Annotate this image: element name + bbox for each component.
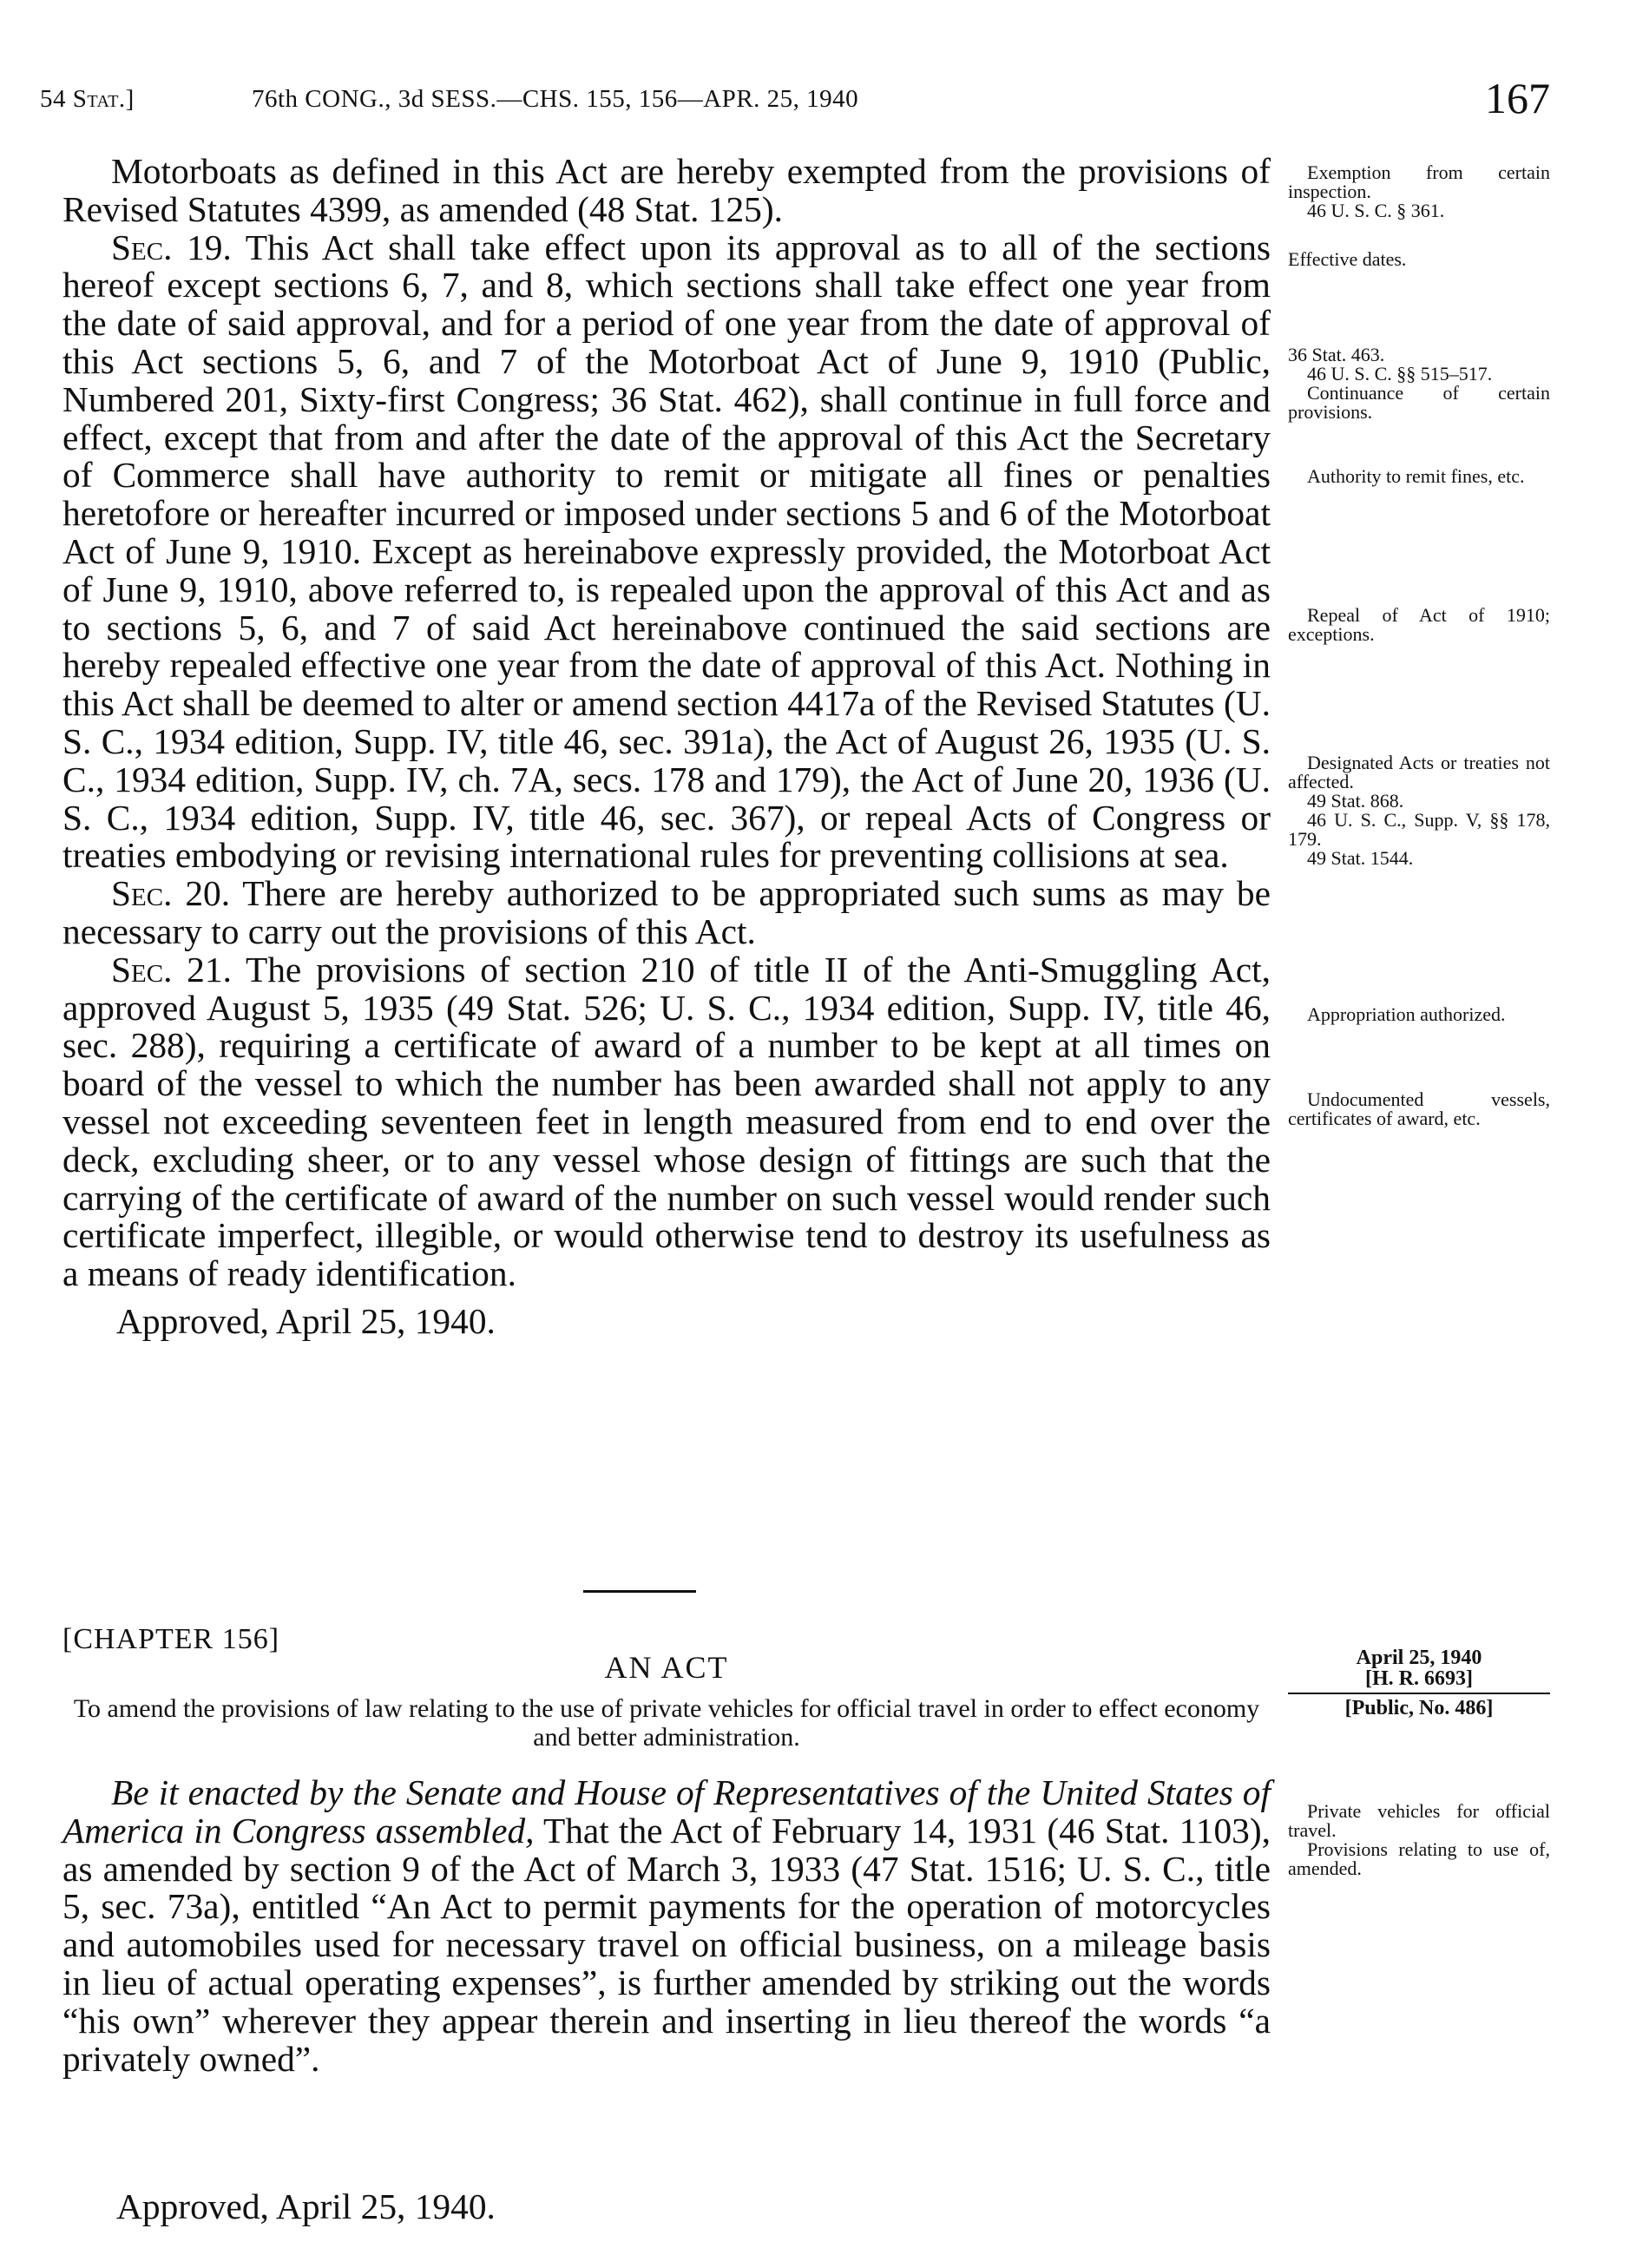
margin-note-effective-dates-text: Effective dates. [1288, 248, 1407, 270]
section-19 [62, 229, 1271, 876]
enacting-clause: Be it enacted by the Senate and House of Representatives of the United States of America in Congress assembled, [62, 1772, 1271, 1851]
margin-note-exemption-citation: 46 U. S. C. § 361. [1307, 200, 1445, 221]
margin-note-undocumented-vessels [1288, 1090, 1550, 1128]
margin-note-repeal-text: Repeal of Act of 1910; exceptions. [1288, 604, 1550, 645]
margin-note-appropriation [1288, 1005, 1550, 1024]
docket-public-law: [Public, No. 486] [1344, 1697, 1494, 1719]
section-20 [62, 875, 1271, 951]
paragraph-motorboats-exemption: Motorboats as defined in this Act are hereby exempted from the provisions of Revised Statutes 4399, as amended (48 Stat. 125). [62, 151, 1271, 229]
margin-note-authority-remit-text: Authority to remit fines, etc. [1307, 465, 1525, 487]
margin-note-49-stat-868: 49 Stat. 868. [1307, 790, 1404, 812]
section-21 [62, 951, 1271, 1293]
margin-note-repeal [1288, 606, 1550, 644]
chapter-156-label: [CHAPTER 156] [62, 1623, 280, 1655]
volume-citation: 54 Stat.] [40, 85, 135, 113]
margin-note-private-vehicles-text: Private vehicles for official travel. [1288, 1800, 1550, 1841]
margin-note-49-stat-1544: 49 Stat. 1544. [1307, 847, 1414, 869]
margin-note-appropriation-text: Appropriation authorized. [1307, 1003, 1506, 1025]
page-number: 167 [1485, 74, 1550, 122]
approval-date-ch156: Approved, April 25, 1940. [116, 2186, 496, 2226]
act-title: AN ACT [604, 1650, 729, 1685]
margin-note-continuance-text: Continuance of certain provisions. [1288, 382, 1550, 423]
margin-note-continuance [1288, 345, 1550, 422]
section-19-text: This Act shall take effect upon its approval as to all of the sections hereof except sections 6, 7, and 8, which sections shall take effect one year from the date of said approval, and for a period of one year from the date of approval of this Act sections 5, 6, and 7 of the Motorboat Act of June 9, 1910 (Public, Numbered 201, Sixty-first Congress; 36 Stat. 462), shall continue in full force and effect, except that from and after the date of the approval of this Act the Secretary of Commerce shall have authority to remit or mitigate all fines or penalties heretofore or hereafter incurred or imposed under sections 5 and 6 of the Motorboat Act of June 9, 1910. Except as hereinabove expressly provided, the Motorboat Act of June 9, 1910, above referred to, is repealed upon the approval of this Act and as to sections 5, 6, and 7 of said Act hereinabove continued the said sections are hereby repealed effective one year from the date of approval of this Act. Nothing in this Act shall be deemed to alter or amend section 4417a of the Revised Statutes (U. S. C., 1934 edition, Supp. IV, title 46, sec. 391a), the Act of August 26, 1935 (U. S. C., 1934 edition, Supp. IV, ch. 7A, secs. 178 and 179), the Act of June 20, 1936 (U. S. C., 1934 edition, Supp. IV, title 46, sec. 367), or repeal Acts of Congress or treaties embodying or revising international rules for preventing collisions at sea. [62, 227, 1271, 876]
margin-note-46-usc: 46 U. S. C. §§ 515–517. [1307, 363, 1493, 385]
margin-note-private-vehicles [1288, 1802, 1550, 1878]
margin-note-designated-acts [1288, 753, 1550, 868]
margin-note-authority-remit [1288, 467, 1550, 486]
chapter-divider-rule [583, 1590, 696, 1593]
running-header [40, 73, 1550, 142]
margin-note-exemption-text: Exemption from certain inspection. [1288, 161, 1550, 202]
section-19-label: Sec. 19. [111, 227, 232, 267]
act-purpose: To amend the provisions of law relating to the use of private vehicles for official travel in order to effect economy and better administration. [73, 1694, 1260, 1752]
margin-note-effective-dates [1288, 250, 1550, 269]
docket-box [1288, 1647, 1550, 1719]
margin-note-provisions-amended: Provisions relating to use of, amended. [1288, 1838, 1550, 1879]
section-20-text: There are hereby authorized to be appropriated such sums as may be necessary to carry out the provisions of this Act. [62, 873, 1271, 951]
section-20-label: Sec. 20. [111, 873, 231, 914]
margin-note-designated-acts-text: Designated Acts or treaties not affected. [1288, 752, 1550, 792]
chapter-156-text: That the Act of February 14, 1931 (46 Stat. 1103), as amended by section 9 of the Act of March 3, 1933 (47 Stat. 1516; U. S. C., title 5, sec. 73a), entitled “An Act to permit payments for the operation of motorcycles and automobiles used for necessary travel on official business, on a mileage basis in lieu of actual operating expenses”, is further amended by striking out the words “his own” wherever they appear therein and inserting in lieu thereof the words “a privately owned”. [62, 1810, 1271, 2079]
margin-note-exemption [1288, 163, 1550, 220]
docket-bill-number: [H. R. 6693] [1288, 1668, 1550, 1694]
approval-date-ch155: Approved, April 25, 1940. [116, 1300, 496, 1341]
section-21-label: Sec. 21. [111, 949, 232, 989]
margin-note-46-usc-supp: 46 U. S. C., Supp. V, §§ 178, 179. [1288, 809, 1550, 850]
docket-date: April 25, 1940 [1356, 1647, 1482, 1669]
chapter-156-body [62, 1774, 1271, 2078]
session-chapter-line: 76th CONG., 3d SESS.—CHS. 155, 156—APR. 25, 1940 [252, 85, 859, 113]
section-21-text: The provisions of section 210 of title II of the Anti-Smuggling Act, approved August 5, 1935 (49 Stat. 526; U. S. C., 1934 edition, Supp. IV, title 46, sec. 288), requiring a certificate of award of a number to be kept at all times on board of the vessel to which the number has been awarded shall not apply to any vessel not exceeding seventeen feet in length measured from end to end over the deck, excluding sheer, or to any vessel whose design of fittings are such that the carrying of the certificate of award of the number on such vessel would render such certificate imperfect, illegible, or would otherwise tend to destroy its usefulness as a means of ready identification. [62, 949, 1271, 1294]
margin-note-36-stat: 36 Stat. 463. [1288, 344, 1385, 365]
margin-note-undocumented-vessels-text: Undocumented vessels, certificates of award, etc. [1288, 1088, 1550, 1129]
chapter-155-continuation [62, 153, 1271, 1340]
